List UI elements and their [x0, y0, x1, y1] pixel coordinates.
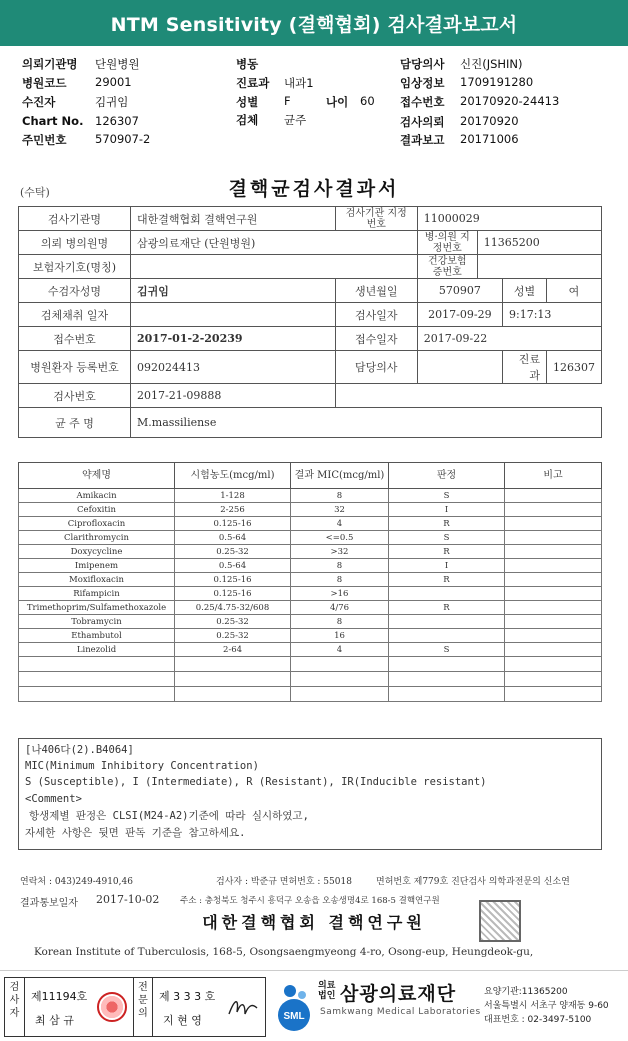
id-value: 570907-2: [95, 132, 151, 146]
institute-name: 대한결핵협회 결핵연구원: [202, 913, 426, 932]
report-value: 20171006: [460, 132, 519, 146]
drug-mic-cell: 4: [291, 643, 389, 657]
clinical-label: 임상정보: [400, 76, 445, 90]
attend-value: [417, 351, 502, 384]
id-label: 주민번호: [22, 133, 67, 147]
hospcode-label: 병원코드: [22, 76, 67, 90]
drug-name-cell: Moxifloxacin: [19, 573, 175, 587]
recno-value: 20170920-24413: [460, 94, 560, 108]
drug-note-cell: [505, 587, 602, 601]
accday-value: 2017-09-22: [417, 327, 601, 351]
empty-cell: [175, 672, 291, 687]
org-code: 요양기관:11365200: [484, 987, 568, 997]
table-row: [19, 489, 602, 503]
empty-cell: [389, 672, 505, 687]
drug-interp-cell: R: [389, 545, 505, 559]
empty-cell: [389, 657, 505, 672]
drug-mic-cell: 32: [291, 503, 389, 517]
comment-line: S (Susceptible), I (Intermediate), R (Resistant), IR(Inducible resistant): [25, 776, 487, 788]
doctor-value: 신진(JSHIN): [460, 57, 523, 71]
drug-mic-cell: >16: [291, 587, 389, 601]
drug-range-cell: 0.25/4.75-32/608: [175, 601, 291, 615]
dept-value-doc: 126307: [547, 351, 602, 384]
drug-interp-cell: R: [389, 517, 505, 531]
drug-interp-cell: S: [389, 643, 505, 657]
patient-label: 수진자: [22, 95, 56, 109]
examiner-vertical-label: 검사자: [5, 978, 25, 1036]
table-row: [19, 601, 602, 615]
specialist-license: 제 3 3 3 호: [159, 990, 216, 1003]
drug-note-cell: [505, 629, 602, 643]
blank-cell: [335, 384, 601, 408]
drug-range-cell: 0.125-16: [175, 517, 291, 531]
dept-label-doc: 진료과: [503, 351, 547, 384]
drug-note-cell: [505, 559, 602, 573]
drug-note-cell: [505, 615, 602, 629]
empty-cell: [291, 657, 389, 672]
receipt-mark: (수탁): [20, 186, 50, 199]
org-prefix: [318, 981, 340, 1001]
drug-mic-cell: 4/76: [291, 601, 389, 615]
name-value: 김귀임: [131, 279, 336, 303]
chart-value: 126307: [95, 114, 139, 128]
empty-cell: [291, 687, 389, 702]
drug-name-cell: Ciprofloxacin: [19, 517, 175, 531]
orgno-value: 11000029: [417, 207, 601, 231]
comment-line: 항생제별 판정은 CLSI(M24-A2)기준에 따라 실시하였고,: [29, 810, 309, 822]
table-row: [19, 587, 602, 601]
age-label: 나이: [326, 95, 349, 109]
drug-range-cell: 0.5-64: [175, 559, 291, 573]
empty-cell: [389, 687, 505, 702]
org-name: 삼광의료재단: [340, 983, 457, 1005]
drug-range-cell: 2-256: [175, 503, 291, 517]
hospcode-value: 29001: [95, 75, 132, 89]
drug-note-cell: [505, 503, 602, 517]
drug-name-cell: Cefoxitin: [19, 503, 175, 517]
empty-cell: [19, 672, 175, 687]
patient-value: 김귀임: [95, 95, 129, 109]
hospital-label: 의뢰기관명: [22, 57, 78, 71]
acc-value: 2017-01-2-20239: [131, 327, 336, 351]
orgno-label: 검사기관 지정번호: [335, 207, 417, 231]
drug-interp-cell: I: [389, 559, 505, 573]
report-title: NTM Sensitivity (결핵협회) 검사결과보고서: [0, 0, 628, 46]
reqno-value: 11365200: [477, 231, 601, 255]
drug-note-cell: [505, 573, 602, 587]
drug-note-cell: [505, 545, 602, 559]
bottom-bar: [0, 970, 628, 1041]
org-contact: [484, 985, 609, 1027]
drug-mic-cell: 8: [291, 573, 389, 587]
drug-name-cell: Clarithromycin: [19, 531, 175, 545]
empty-cell: [505, 657, 602, 672]
sex-label-doc: 성별: [503, 279, 547, 303]
testdate-label: 검사의뢰: [400, 115, 445, 129]
empty-cell: [175, 657, 291, 672]
cert-label: 건강보험 증번호: [417, 255, 477, 279]
document-title: 결핵균검사결과서: [228, 178, 400, 200]
org-address: 서울특별시 서초구 양재동 9-60: [484, 1001, 609, 1011]
strain-value: M.massiliense: [131, 408, 602, 438]
drug-interp-cell: S: [389, 489, 505, 503]
drug-interp-cell: [389, 615, 505, 629]
org-phone: 대표번호 : 02-3497-5100: [484, 1015, 592, 1025]
testday-label: 검사일자: [335, 303, 417, 327]
empty-cell: [19, 657, 175, 672]
org-prefix-2: 법인: [318, 991, 336, 1001]
recno-label: 접수번호: [400, 95, 445, 109]
red-seal-icon: [97, 992, 127, 1022]
drug-mic-cell: 8: [291, 489, 389, 503]
drug-note-cell: [505, 531, 602, 545]
birth-value: 570907: [417, 279, 502, 303]
drug-name-cell: Tobramycin: [19, 615, 175, 629]
reqno-label: 병·의원 지정번호: [417, 231, 477, 255]
org-label: 검사기관명: [19, 207, 131, 231]
drug-interp-cell: [389, 587, 505, 601]
scanned-result-document: [4, 162, 624, 970]
drug-note-cell: [505, 489, 602, 503]
drug-mic-cell: 8: [291, 559, 389, 573]
cert-value: [477, 255, 601, 279]
drug-interp-cell: S: [389, 531, 505, 545]
result-header-table: [18, 206, 602, 438]
specialist-name: 지 현 영: [163, 1014, 202, 1027]
drug-name-cell: Ethambutol: [19, 629, 175, 643]
drug-range-cell: 0.125-16: [175, 587, 291, 601]
accday-label: 접수일자: [335, 327, 417, 351]
testtime-value: 9:17:13: [503, 303, 602, 327]
name-label: 수검자성명: [19, 279, 131, 303]
drug-range-cell: 0.25-32: [175, 615, 291, 629]
ins-value: [131, 255, 418, 279]
reg-value: 092024413: [131, 351, 336, 384]
sml-logo-icon: [272, 981, 318, 1035]
drug-note-cell: [505, 601, 602, 615]
signature-box: [4, 977, 266, 1037]
empty-row: [19, 657, 602, 672]
col-drug: 약제명: [19, 463, 175, 489]
drug-interp-cell: R: [389, 601, 505, 615]
drug-name-cell: Linezolid: [19, 643, 175, 657]
col-mic: 결과 MIC(mcg/ml): [291, 463, 389, 489]
drug-note-cell: [505, 517, 602, 531]
comment-box: [18, 738, 602, 850]
sex-value: F: [284, 94, 291, 108]
drug-mic-cell: >32: [291, 545, 389, 559]
contact-line: 연락처 : 043)249-4910,46: [20, 877, 133, 887]
drug-range-cell: 0.5-64: [175, 531, 291, 545]
birth-label: 생년월일: [335, 279, 417, 303]
notify-date: 2017-10-02: [96, 893, 160, 906]
comment-line: 자세한 사항은 뒷면 판독 기준을 참고하세요.: [25, 827, 246, 839]
empty-row: [19, 687, 602, 702]
acc-label: 접수번호: [19, 327, 131, 351]
drug-name-cell: Doxycycline: [19, 545, 175, 559]
testdate-value: 20170920: [460, 114, 519, 128]
org-value: 대한결핵협회 결핵연구원: [131, 207, 336, 231]
collect-label: 검체채취 일자: [19, 303, 131, 327]
drug-mic-cell: <=0.5: [291, 531, 389, 545]
drug-mic-cell: 8: [291, 615, 389, 629]
empty-row: [19, 672, 602, 687]
address-line: 주소 : 충청북도 청주시 흥덕구 오송읍 오송생명4로 168-5 결핵연구원: [180, 896, 440, 906]
req-value: 삼광의료재단 (단원병원): [131, 231, 418, 255]
empty-cell: [505, 687, 602, 702]
drug-name-cell: Amikacin: [19, 489, 175, 503]
ward-label: 병동: [236, 57, 259, 71]
col-range: 시험농도(mcg/ml): [175, 463, 291, 489]
specialist-vertical-label: 전문의: [133, 978, 153, 1036]
drug-name-cell: Imipenem: [19, 559, 175, 573]
table-row: [19, 629, 602, 643]
collect-value: [131, 303, 336, 327]
drug-name-cell: Trimethoprim/Sulfamethoxazole: [19, 601, 175, 615]
table-row: [19, 615, 602, 629]
susceptibility-table: [18, 462, 602, 702]
logo-text: SML: [283, 1011, 305, 1022]
req-label: 의뢰 병의원명: [19, 231, 131, 255]
official-seal: [479, 900, 521, 942]
org-prefix-1: 의료: [318, 981, 336, 991]
drug-interp-cell: [389, 629, 505, 643]
table-row: [19, 531, 602, 545]
examiner-name: 최 삼 규: [35, 1014, 74, 1027]
patient-info-panel: [0, 50, 628, 158]
comment-line: [나406다(2).B4064]: [25, 744, 134, 756]
drug-range-cell: 1-128: [175, 489, 291, 503]
testno-value: 2017-21-09888: [131, 384, 336, 408]
attend-label: 담당의사: [335, 351, 417, 384]
comment-line: MIC(Minimum Inhibitory Concentration): [25, 760, 259, 772]
specimen-value: 균주: [284, 113, 307, 127]
testday-value: 2017-09-29: [417, 303, 502, 327]
drug-note-cell: [505, 643, 602, 657]
drug-mic-cell: 16: [291, 629, 389, 643]
doctor-label: 담당의사: [400, 57, 445, 71]
examiner-license: 제11194호: [31, 990, 88, 1003]
reg-label: 병원환자 등록번호: [19, 351, 131, 384]
report-label: 결과보고: [400, 133, 445, 147]
drug-range-cell: 0.25-32: [175, 545, 291, 559]
empty-cell: [505, 672, 602, 687]
english-address: Korean Institute of Tuberculosis, 168-5, Osongsaengmyeong 4-ro, Osong-eup, Heungdeok-gu,: [34, 946, 534, 958]
sex-label: 성별: [236, 95, 259, 109]
notify-label: 결과통보일자: [20, 898, 78, 909]
drug-range-cell: 0.125-16: [175, 573, 291, 587]
table-row: [19, 559, 602, 573]
empty-cell: [175, 687, 291, 702]
license-line: 면허번호 제779호 진단검사 의학과전문의 신소연: [376, 877, 570, 887]
empty-cell: [19, 687, 175, 702]
table-row: [19, 517, 602, 531]
hospital-value: 단원병원: [95, 57, 140, 71]
signature-icon: [225, 994, 261, 1022]
sex-value-doc: 여: [547, 279, 602, 303]
chart-label: Chart No.: [22, 114, 84, 128]
examiner-line: 검사자 : 박준규 면허번호 : 55018: [216, 877, 352, 887]
drug-range-cell: 0.25-32: [175, 629, 291, 643]
drug-interp-cell: R: [389, 573, 505, 587]
table-row: [19, 503, 602, 517]
drug-interp-cell: I: [389, 503, 505, 517]
ins-label: 보험자기호(명칭): [19, 255, 131, 279]
table-row: [19, 643, 602, 657]
dept-label: 진료과: [236, 76, 270, 90]
drug-mic-cell: 4: [291, 517, 389, 531]
drug-range-cell: 2-64: [175, 643, 291, 657]
comment-line: <Comment>: [25, 793, 82, 805]
org-english: Samkwang Medical Laboratories: [320, 1007, 481, 1017]
table-row: [19, 545, 602, 559]
col-note: 비고: [505, 463, 602, 489]
table-row: [19, 573, 602, 587]
testno-label: 검사번호: [19, 384, 131, 408]
age-value: 60: [360, 94, 375, 108]
empty-cell: [291, 672, 389, 687]
specimen-label: 검체: [236, 113, 259, 127]
drug-name-cell: Rifampicin: [19, 587, 175, 601]
col-interp: 판정: [389, 463, 505, 489]
dept-value: 내과1: [284, 76, 314, 90]
clinical-value: 1709191280: [460, 75, 534, 89]
strain-label: 균 주 명: [19, 408, 131, 438]
